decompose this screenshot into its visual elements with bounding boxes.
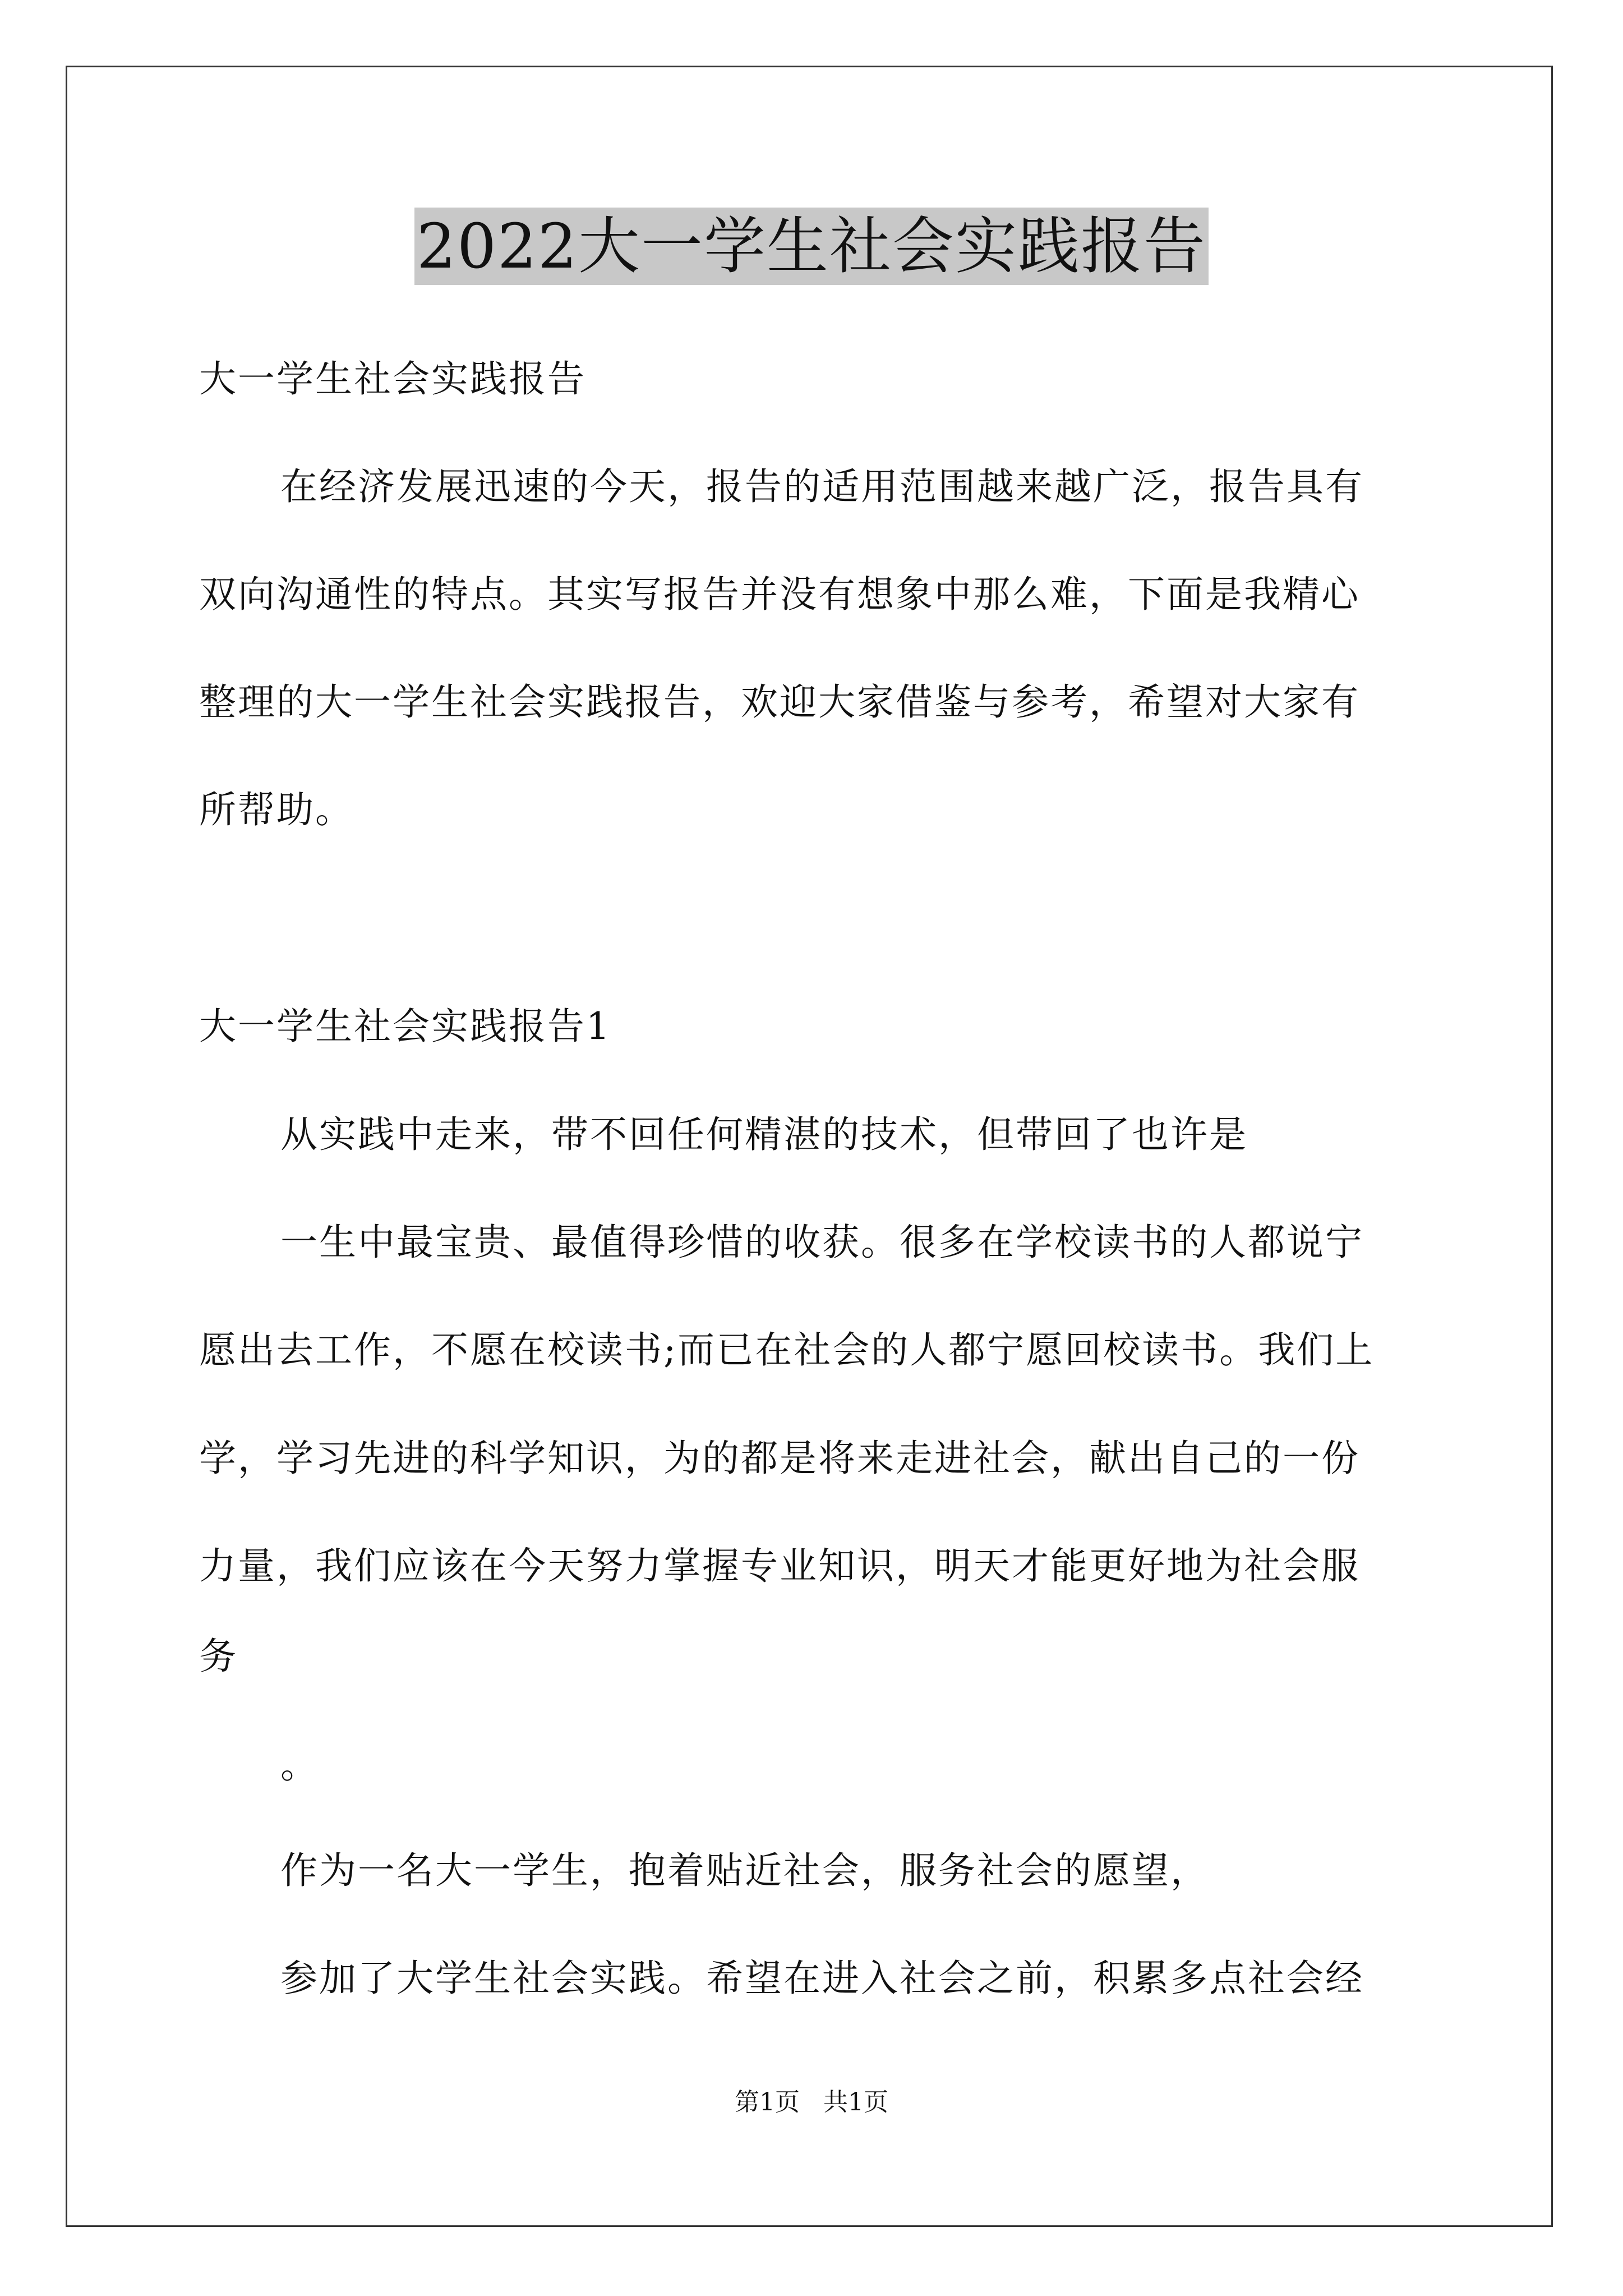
paragraph-line: 一生中最宝贵、最值得珍惜的收获。很多在学校读书的人都说宁: [280, 1221, 1364, 1264]
document-title: 2022大一学生社会实践报告: [414, 208, 1209, 285]
paragraph-line: 。: [280, 1743, 319, 1787]
paragraph-line: 从实践中走来，带不回任何精湛的技术，但带回了也许是: [280, 1113, 1248, 1156]
paragraph-line: 务: [199, 1635, 238, 1678]
paragraph-line: 学，学习先进的科学知识，为的都是将来走进社会，献出自己的一份: [199, 1437, 1360, 1480]
paragraph-line: 作为一名大一学生，抱着贴近社会，服务社会的愿望，: [280, 1849, 1209, 1892]
paragraph-line: 双向沟通性的特点。其实写报告并没有想象中那么难，下面是我精心: [199, 573, 1360, 616]
paragraph-line: 在经济发展迅速的今天，报告的适用范围越来越广泛，报告具有: [280, 465, 1364, 508]
paragraph-line: 参加了大学生社会实践。希望在进入社会之前，积累多点社会经: [280, 1957, 1364, 2000]
page-footer: 第1页 共1页: [735, 2088, 888, 2116]
title-wrap: [0, 208, 1623, 285]
paragraph-line: 力量，我们应该在今天努力掌握专业知识，明天才能更好地为社会服: [199, 1544, 1360, 1588]
paragraph-line: 整理的大一学生社会实践报告，欢迎大家借鉴与参考，希望对大家有: [199, 680, 1360, 724]
paragraph-line: 所帮助。: [199, 788, 354, 831]
section-heading: 大一学生社会实践报告1: [199, 1005, 611, 1048]
paragraph-line: 愿出去工作，不愿在校读书;而已在社会的人都宁愿回校读书。我们上: [199, 1328, 1375, 1372]
section-heading: 大一学生社会实践报告: [199, 357, 586, 401]
